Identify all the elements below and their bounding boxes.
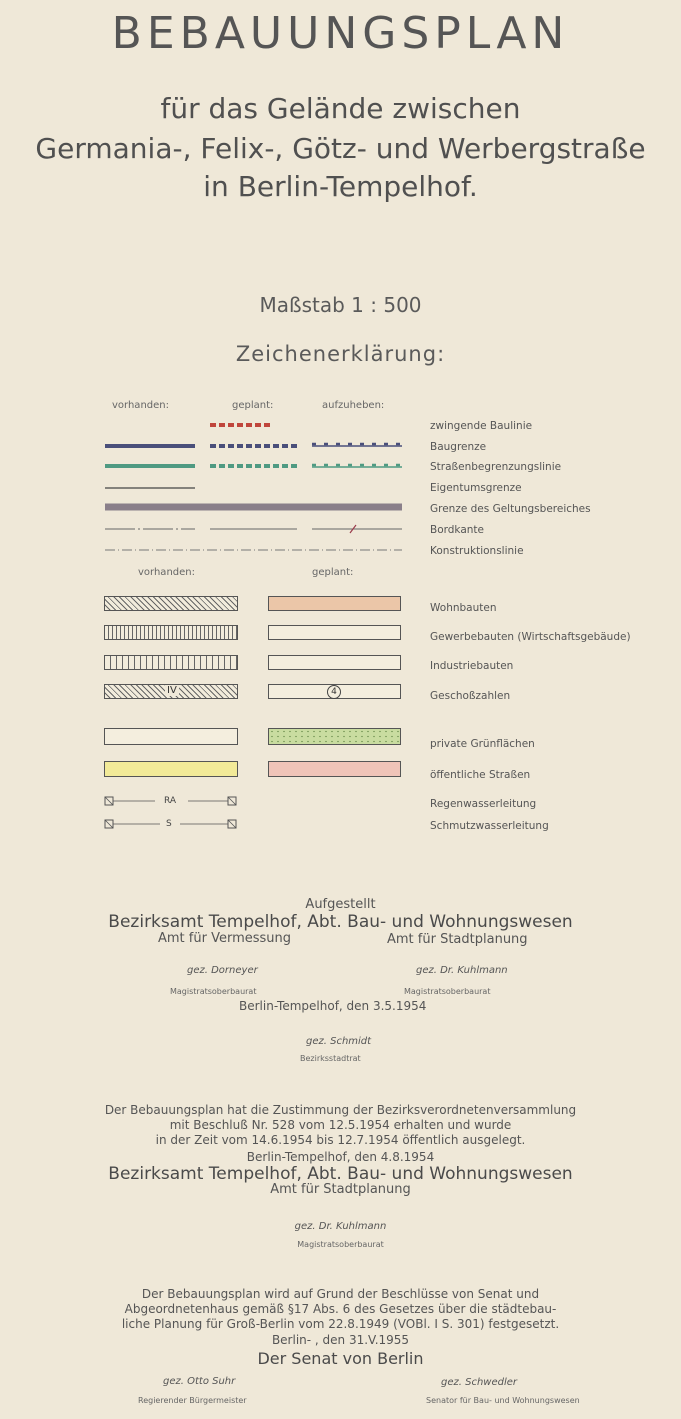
label-gewerbebauten: Gewerbebauten (Wirtschaftsgebäude) <box>430 631 631 643</box>
label-bordkante: Bordkante <box>430 524 484 536</box>
geschoss-planned-mark: 4 <box>327 685 341 699</box>
role-dorneyer: Magistratsoberbaurat <box>170 987 257 996</box>
label-eigentumsgrenze: Eigentumsgrenze <box>430 482 522 494</box>
gewerbe-existing <box>104 625 238 640</box>
wohnbauten-existing <box>104 596 238 611</box>
decree-line-1: Der Bebauungsplan wird auf Grund der Beschlüsse von Senat und <box>141 1287 540 1301</box>
label-zwingende-baulinie: zwingende Baulinie <box>430 420 533 432</box>
lines-header-existing: vorhanden: <box>112 400 169 411</box>
s-mark: S <box>166 819 172 829</box>
areas-header-planned: geplant: <box>312 567 354 578</box>
label-industriebauten: Industriebauten <box>430 660 514 672</box>
label-regenwasser: Regenwasserleitung <box>430 798 537 810</box>
decree-line-3: liche Planung für Groß-Berlin vom 22.8.1949 (VOBl. I S. 301) festgesetzt. <box>121 1317 560 1331</box>
lines-header-planned: geplant: <box>232 400 274 411</box>
label-schmutzwasser: Schmutzwasserleitung <box>430 820 549 832</box>
amt-vermessung: Amt für Vermessung <box>158 931 292 946</box>
decree-line-2: Abgeordnetenhaus gemäß §17 Abs. 6 des Gesetzes über die städtebau- <box>124 1302 557 1316</box>
date-line-1: Berlin-Tempelhof, den 3.5.1954 <box>239 999 427 1013</box>
approval-line-4: Berlin-Tempelhof, den 4.8.1954 <box>246 1150 435 1164</box>
amt-stadtplanung-1: Amt für Stadtplanung <box>387 932 528 947</box>
wohnbauten-planned <box>268 596 401 611</box>
label-strassenbegrenzung: Straßenbegrenzungslinie <box>430 461 562 473</box>
label-geschosszahlen: Geschoßzahlen <box>430 690 511 702</box>
label-gruenflaechen: private Grünflächen <box>430 738 535 750</box>
aufgestellt: Aufgestellt <box>305 897 376 912</box>
approval-line-1: Der Bebauungsplan hat die Zustimmung der Bezirksverordnetenversammlung <box>104 1103 577 1117</box>
label-konstruktionslinie: Konstruktionslinie <box>430 545 524 557</box>
label-geltungsbereich: Grenze des Geltungsbereiches <box>430 503 591 515</box>
label-oeffentliche-strassen: öffentliche Straßen <box>430 769 531 781</box>
signature-suhr: gez. Otto Suhr <box>163 1376 236 1387</box>
geschoss-existing-mark: IV <box>167 685 177 696</box>
gruen-existing <box>104 728 238 745</box>
senat-von-berlin: Der Senat von Berlin <box>257 1349 424 1368</box>
areas-header-existing: vorhanden: <box>138 567 195 578</box>
role-suhr: Regierender Bürgermeister <box>138 1396 247 1405</box>
subtitle-line-1: für das Gelände zwischen <box>160 92 521 125</box>
signature-schwedler: gez. Schwedler <box>441 1377 518 1388</box>
subtitle-line-2: Germania-, Felix-, Götz- und Werbergstraße <box>35 132 646 165</box>
ra-mark: RA <box>164 796 177 806</box>
bezirksamt-2: Bezirksamt Tempelhof, Abt. Bau- und Wohnungswesen <box>108 1164 573 1184</box>
legend-title: Zeichenerklärung: <box>235 342 446 366</box>
industrie-planned <box>268 655 401 670</box>
signature-kuhlmann-2: gez. Dr. Kuhlmann <box>294 1221 387 1232</box>
role-kuhlmann-2: Magistratsoberbaurat <box>297 1240 384 1249</box>
line-symbols <box>100 415 410 560</box>
approval-line-2: mit Beschluß Nr. 528 vom 12.5.1954 erhalten und wurde <box>169 1118 512 1132</box>
role-kuhlmann-1: Magistratsoberbaurat <box>404 987 491 996</box>
approval-line-3: in der Zeit vom 14.6.1954 bis 12.7.1954 öffentlich ausgelegt. <box>155 1133 526 1147</box>
role-schwedler: Senator für Bau- und Wohnungswesen <box>426 1396 580 1405</box>
geschoss-planned <box>268 684 401 699</box>
gruen-planned <box>268 728 401 745</box>
signature-dorneyer: gez. Dorneyer <box>187 965 258 976</box>
geschoss-existing <box>104 684 238 699</box>
industrie-existing <box>104 655 238 670</box>
scale-label: Maßstab 1 : 500 <box>259 293 422 317</box>
bezirksamt-1: Bezirksamt Tempelhof, Abt. Bau- und Wohnungswesen <box>108 912 573 932</box>
subtitle-line-3: in Berlin-Tempelhof. <box>203 170 478 203</box>
strassen-existing <box>104 761 238 777</box>
gewerbe-planned <box>268 625 401 640</box>
decree-line-4: Berlin- , den 31.V.1955 <box>271 1333 410 1347</box>
plan-title: BEBAUUNGSPLAN <box>111 8 570 59</box>
label-wohnbauten: Wohnbauten <box>430 602 497 614</box>
role-schmidt: Bezirksstadtrat <box>300 1054 361 1063</box>
label-baugrenze: Baugrenze <box>430 441 487 453</box>
lines-header-removed: aufzuheben: <box>322 400 385 411</box>
amt-stadtplanung-2: Amt für Stadtplanung <box>270 1182 411 1197</box>
strassen-planned <box>268 761 401 777</box>
signature-schmidt: gez. Schmidt <box>306 1036 372 1047</box>
signature-kuhlmann-1: gez. Dr. Kuhlmann <box>416 965 508 976</box>
